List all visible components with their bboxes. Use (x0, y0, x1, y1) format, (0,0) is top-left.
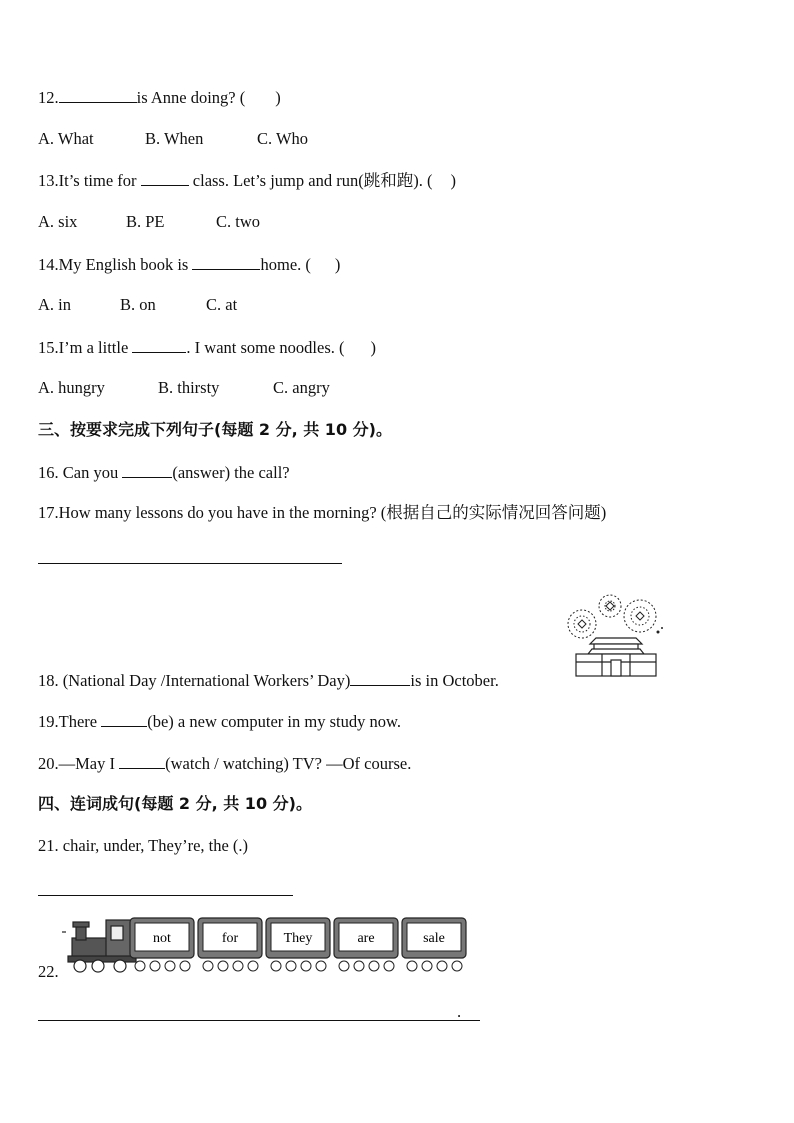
option-c[interactable]: C. angry (273, 378, 330, 397)
section-4-heading: 四、连词成句(每题 2 分, 共 10 分)。 (38, 794, 312, 813)
options-13 (38, 212, 260, 232)
carriage (130, 918, 194, 971)
question-number: 14. (38, 255, 59, 274)
answer-blank[interactable] (350, 670, 410, 686)
bracket-close: ) (450, 171, 456, 190)
train-illustration (60, 912, 470, 976)
answer-blank[interactable] (119, 753, 165, 769)
question-19 (38, 711, 401, 732)
fireworks-tiananmen-illustration (562, 592, 670, 682)
carriage (266, 918, 330, 971)
question-text-pre: —May I (58, 754, 115, 773)
question-number: 19. (38, 712, 59, 731)
answer-blank[interactable] (59, 87, 137, 103)
question-22-number: 22. (38, 962, 59, 981)
answer-blank[interactable] (122, 462, 172, 478)
option-b[interactable]: B. When (145, 129, 204, 148)
bracket-close: ) (334, 255, 341, 274)
option-b[interactable]: B. thirsty (158, 378, 220, 397)
question-number: 12. (38, 88, 59, 107)
options-12 (38, 129, 308, 149)
options-14 (38, 295, 237, 315)
question-text-pre: There (58, 712, 98, 731)
question-text-post: (answer) the call? (172, 463, 290, 482)
question-text-post: (watch / watching) TV? —Of course. (165, 754, 412, 773)
option-a[interactable]: A. in (38, 295, 71, 314)
question-17 (38, 503, 606, 523)
carriage (334, 918, 398, 971)
option-a[interactable]: A. What (38, 129, 94, 148)
options-15 (38, 378, 330, 398)
question-number: 16. (38, 463, 59, 482)
question-20 (38, 753, 411, 774)
word-card[interactable]: not (153, 931, 171, 946)
bracket-close: ) (275, 88, 281, 107)
word-card[interactable]: sale (423, 931, 445, 946)
question-number: 18. (38, 671, 59, 690)
answer-blank[interactable] (101, 711, 147, 727)
option-c[interactable]: C. two (216, 212, 261, 231)
question-text-post: home. ( (260, 255, 311, 274)
train-icon (62, 920, 136, 972)
question-text-pre: My English book is (58, 255, 189, 274)
section-3-heading: 三、按要求完成下列句子(每题 2 分, 共 10 分)。 (38, 420, 392, 439)
question-number: 17. (38, 503, 59, 522)
question-number: 13. (38, 171, 59, 190)
question-text-post: (be) a new computer in my study now. (147, 712, 401, 731)
question-16 (38, 462, 290, 483)
answer-blank[interactable] (132, 337, 186, 353)
option-c[interactable]: C. Who (257, 129, 309, 148)
question-text: How many lessons do you have in the morning? (根据自己的实际情况回答问题) (58, 503, 607, 522)
option-c[interactable]: C. at (206, 295, 238, 314)
question-15 (38, 337, 376, 358)
question-13 (38, 170, 456, 191)
word-card[interactable]: They (283, 931, 313, 946)
answer-line-22[interactable] (38, 1020, 480, 1021)
sentence-end-period: . (457, 1002, 462, 1021)
question-text-pre: (National Day /International Workers’ Day) (62, 671, 351, 690)
question-text-pre: I’m a little (58, 338, 129, 357)
option-a[interactable]: A. hungry (38, 378, 105, 397)
word-card[interactable]: for (221, 931, 239, 946)
bracket-close: ) (370, 338, 377, 357)
word-card[interactable]: are (357, 931, 375, 946)
question-text: is Anne doing? ( (136, 88, 246, 107)
carriage (402, 918, 466, 971)
answer-blank[interactable] (141, 170, 189, 186)
question-text-post: class. Let’s jump and run(跳和跑). ( (192, 171, 433, 190)
question-18 (38, 670, 499, 691)
question-number: 15. (38, 338, 59, 357)
question-number: 21. (38, 836, 59, 855)
question-text-pre: It’s time for (58, 171, 137, 190)
question-number: 20. (38, 754, 59, 773)
question-text-pre: Can you (62, 463, 119, 482)
answer-blank[interactable] (192, 254, 260, 270)
question-text: chair, under, They’re, the (.) (62, 836, 249, 855)
question-text-post: is in October. (410, 671, 499, 690)
question-21 (38, 836, 248, 856)
answer-line-17[interactable] (38, 563, 342, 564)
option-b[interactable]: B. PE (126, 212, 165, 231)
option-b[interactable]: B. on (120, 295, 156, 314)
answer-line-21[interactable] (38, 895, 293, 896)
question-12 (38, 87, 281, 108)
question-14 (38, 254, 340, 275)
question-text-post: . I want some noodles. ( (186, 338, 345, 357)
option-a[interactable]: A. six (38, 212, 78, 231)
carriage (198, 918, 262, 971)
